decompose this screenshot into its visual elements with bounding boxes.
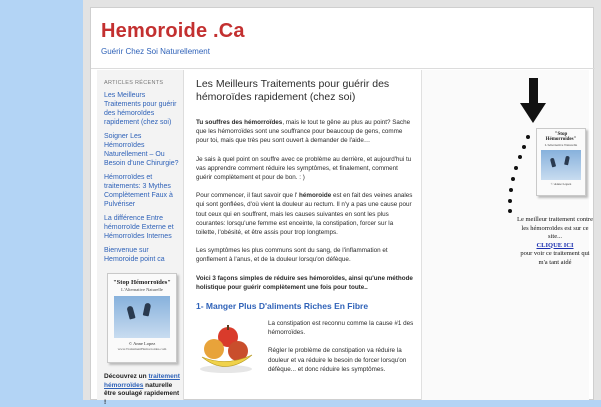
cta-block: Le meilleur traitement contre les hémorroïdes est sur ce site... CLIQUE ICI pour voir ce traitement qui m'a tant aidé (515, 216, 595, 267)
header-divider (91, 68, 595, 69)
recent-posts-heading: ARTICLES RÉCENTS (104, 80, 164, 86)
recent-post-link[interactable]: Hémorroïdes et traitements: 3 Mythes Complètement Faux à Pulvériser (104, 174, 173, 208)
recent-post-link[interactable]: Bienvenue sur Hemoroide point ca (104, 247, 165, 263)
recent-post-link[interactable]: La différence Entre hémorroïde Externe et Hémorroïdes Internes (104, 215, 174, 240)
dot-icon (509, 188, 513, 192)
section-heading: 1- Manger Plus D'aliments Riches En Fibre (196, 301, 369, 312)
dot-icon (526, 135, 530, 139)
left-sidebar (97, 70, 184, 406)
ebook-title: "Stop Hémorroïdes" (113, 279, 171, 286)
page-frame (83, 0, 601, 406)
post-title[interactable]: Les Meilleurs Traitements pour guérir des hémoroïdes rapidement (chez soi) (196, 78, 390, 103)
fiber-section (196, 319, 414, 379)
recent-post-link[interactable]: Les Meilleurs Traitements pour guérir des hémoroïdes rapidement (chez soi) (104, 92, 177, 126)
ebook-title: "Stop Hémorroïdes" (545, 132, 577, 142)
post-paragraph: Voici 3 façons simples de réduire ses hémoroïdes, ainsi qu'une méthode holistique pour guérir complètement une fois pour toute.. (196, 274, 413, 291)
ebook-subtitle: L'Alternative Naturelle (544, 143, 578, 147)
ebook-author: © Anne Lopez (128, 341, 156, 346)
post-paragraph: Les symptômes les plus communs sont du sang, de l'inflammation et gonflement à l'anus, et de la douleur lorsqu'on défèque. (196, 247, 388, 264)
dot-icon (518, 155, 522, 159)
dot-icon (508, 199, 512, 203)
treatment-link[interactable]: traitement hémorroïdes (104, 373, 180, 389)
ebook-promo: Découvrez un traitement hémorroïdes naturelle être soulagé rapidement ! (104, 373, 180, 406)
dot-icon (514, 166, 518, 170)
right-sidebar (421, 70, 593, 400)
dot-icon (511, 177, 515, 181)
ebook-cover[interactable] (107, 273, 177, 363)
recent-post-link[interactable]: Soigner Les Hémorroïdes Naturellement – Ou Besoin d'une Chirurgie? (104, 133, 179, 167)
content-wrapper (90, 7, 594, 406)
site-tagline: Guérir Chez Soi Naturellement (101, 47, 210, 56)
arrow-down-icon (529, 78, 538, 104)
ebook-photo (114, 296, 170, 338)
site-title[interactable]: Hemoroide .Ca (101, 20, 245, 42)
main-content (196, 78, 414, 401)
post-paragraph: Je sais à quel point on souffre avec ce problème au derrière, et aujourd'hui tu vas apprendre comment réduire les symptômes, et finalement, comment guérir complètement et pour de bon. : ) (196, 155, 412, 182)
post-paragraph: Pour commencer, il faut savoir que l' hémoroide est en fait des veines anales qui sont gonflées, d'où vient la douleur au rectum. Il n'y a pas une cause pour tout ceux qui en souffrent, mais les causes suivantes en sont les plus courantes: lorsqu'une femme est enceinte, la constipation, forcer sur la toilette, l'obésité, et être assis pour trop longtemps. (196, 192, 413, 237)
arrow-head-icon (520, 103, 546, 123)
fiber-text: La constipation est reconnu comme la cause #1 des hémorroïdes. Régler le problème de constipation va réduire la douleur et va réduire le besoin de forcer lorsqu'on défèque... et donc réduire les symptômes. (268, 320, 414, 373)
post-paragraph: Tu souffres des hémorroïdes, mais le tout te gêne au plus au point? Sache que les hémorroïdes sont une souffrance pour beaucoup de gens, comme pour toi, mais que très peu sont ouvert à demander de l'aide… (196, 119, 411, 145)
dot-icon (508, 209, 512, 213)
ebook-author: © Anne Lopez (550, 182, 572, 186)
ebook-photo (541, 150, 581, 180)
dot-icon (522, 145, 526, 149)
cta-link[interactable]: CLIQUE ICI (536, 241, 574, 249)
ebook-cover-small[interactable] (536, 128, 586, 196)
fruit-image (196, 319, 256, 374)
ebook-subtitle: L'Alternative Naturelle (121, 287, 163, 292)
ebook-url: www.TraitementHemorroides.com (117, 347, 167, 351)
